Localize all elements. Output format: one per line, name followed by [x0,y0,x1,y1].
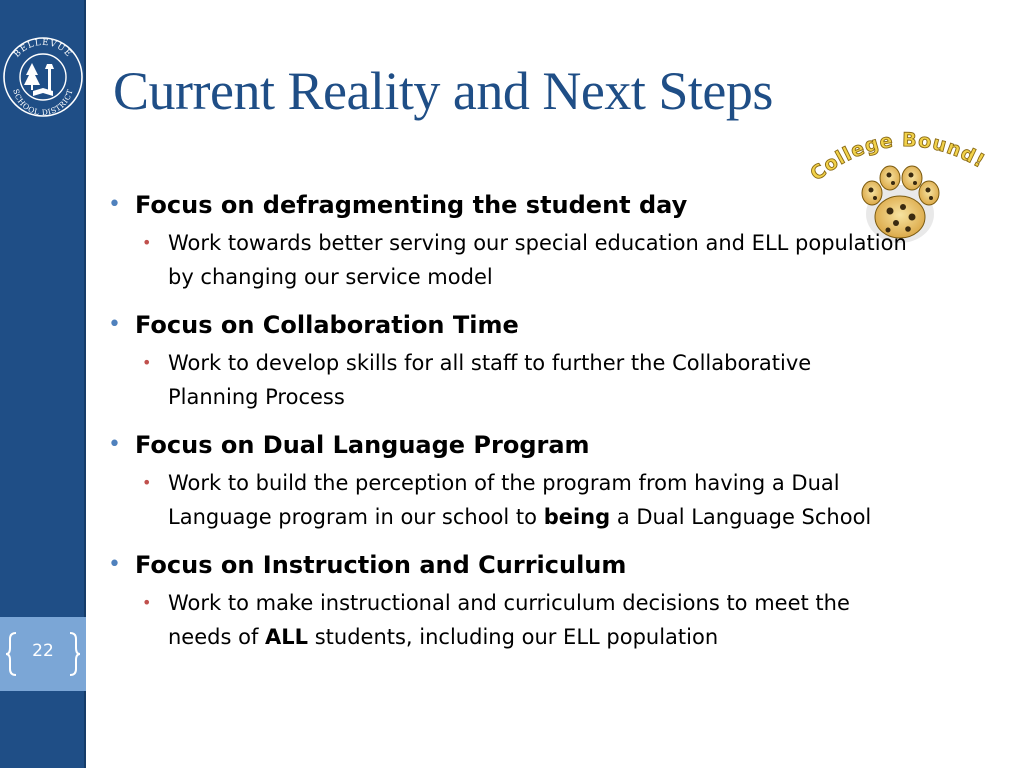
sub-bullet-marker: • [142,233,152,252]
bullet-heading: Focus on Instruction and Curriculum [135,551,627,579]
district-logo [2,33,84,121]
bullet-item [108,308,908,342]
svg-text:SCHOOL DISTRICT: SCHOOL DISTRICT [11,87,75,118]
sub-bullet-text: Work to develop skills for all staff to further the Collaborative Planning Process [168,351,812,409]
bullet-heading: Focus on defragmenting the student day [135,191,688,219]
sub-bullet-text: a Dual Language School [610,505,872,529]
sub-bullet-marker: • [142,473,152,492]
sidebar [0,0,86,768]
bullet-item [108,548,908,582]
sub-bullet-item [108,586,908,654]
page-number-box [0,617,86,691]
sub-bullet-text: Work to build the perception of the program from having a Dual Language program in our school to [168,471,840,529]
sub-bullet-item [108,466,908,534]
sub-bullet-item [108,226,908,294]
sub-bullet-item [108,346,908,414]
bullet-item [108,188,908,222]
sub-bullet-text: students, including our ELL population [308,625,719,649]
slide-title: Current Reality and Next Steps [113,61,773,121]
bullet-marker: • [108,432,121,457]
bullet-item [108,428,908,462]
sub-bullet-text: Work towards better serving our special education and ELL population by changing our service model [168,231,907,289]
slide-content [108,188,908,654]
sub-bullet-marker: • [142,593,152,612]
badge-text-path: College Bound! [806,128,990,186]
bullet-heading: Focus on Dual Language Program [135,431,590,459]
sub-bullet-marker: • [142,353,152,372]
sub-bullet-text: Work to make instructional and curriculum decisions to meet the needs of [168,591,850,649]
svg-text:BELLEVUE: BELLEVUE [12,37,74,60]
bullet-marker: • [108,192,121,217]
emphasis-text: ALL [265,625,309,649]
bullet-marker: • [108,312,121,337]
emphasis-text: being [543,505,611,529]
bullet-heading: Focus on Collaboration Time [135,311,519,339]
page-number: 22 [32,641,54,661]
bullet-marker: • [108,552,121,577]
